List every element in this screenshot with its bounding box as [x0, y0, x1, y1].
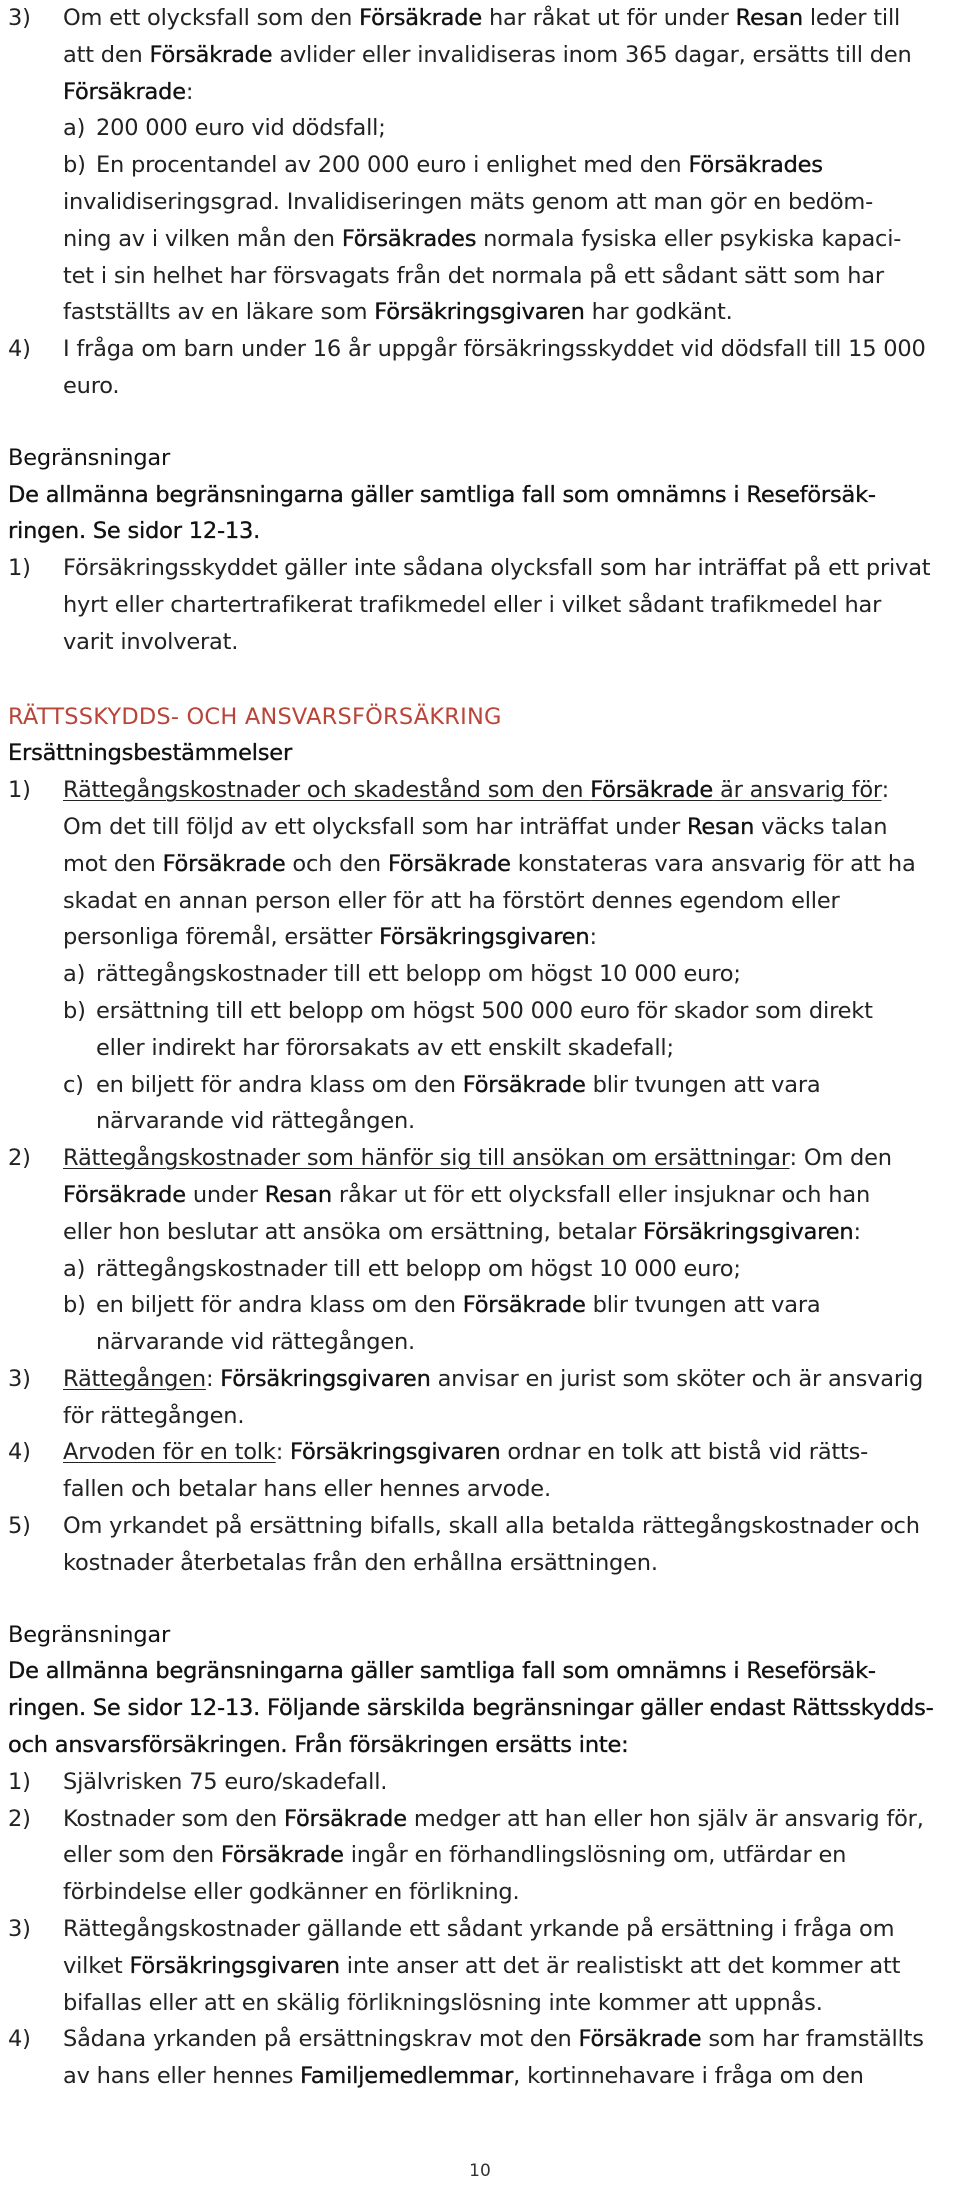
sub-item-b: b) ersättning till ett belopp om högst 500 000 euro för skador som direkt eller indirekt har förorsakats av ett enskilt skadefall; — [63, 997, 873, 1061]
exclusion-item-3: 3) Rättegångskostnader gällande ett sådant yrkande på ersättning i fråga om vilket Försäkringsgivaren inte anser att det är realistiskt att det kommer att bifallas eller att en skälig förlikningslösning inte kommer att uppnås. — [8, 1916, 901, 2016]
legal-item-3: 3) Rättegången: Försäkringsgivaren anvisar en jurist som sköter och är ansvarig för rättegången. — [8, 1365, 924, 1429]
text-line: Försäkrade: — [63, 78, 194, 105]
sub-item-b: b) En procentandel av 200 000 euro i enlighet med den Försäkrades — [63, 152, 823, 179]
sub-item-b: b) en biljett för andra klass om den Försäkrade blir tvungen att vara närvarande vid rättegången. — [63, 1292, 821, 1356]
spacer — [8, 405, 954, 440]
document-page — [8, 0, 954, 2095]
legal-item-2: 2) Rättegångskostnader som hänför sig till ansökan om ersättningar: Om den Försäkrade under Resan råkar ut för ett olycksfall eller insjuknar och han eller hon beslutar att ansöka om ersättning, betalar Försäkringsgivaren: a) rättegångskostnader till ett belopp om högst 10 000 euro; b) en biljett för andra klass om den Försäkrade blir tvungen att vara närvarande vid rättegången. — [8, 1140, 954, 1361]
list-item-4-children: 4) I fråga om barn under 16 år uppgår försäkringsskyddet vid dödsfall till 15 000 euro. — [8, 336, 926, 399]
section-heading: Begränsningar — [8, 444, 171, 471]
section-heading: Begränsningar — [8, 1621, 171, 1648]
section-title: RÄTTSSKYDDS- OCH ANSVARSFÖRSÄKRING — [8, 703, 502, 730]
spacer — [8, 1582, 954, 1617]
section-subtitle: Ersättningsbestämmelser — [8, 740, 292, 767]
legal-item-1: 1) Rättegångskostnader och skadestånd som den Försäkrade är ansvarig för: Om det till följd av ett olycksfall som har inträffat under Resan väcks talan mot den Försäkrade och den Försäkrade konstateras vara ansvarig för att ha skadat en annan person eller för att ha förstört dennes egendom eller personliga föremål, ersätter Försäkringsgivaren: a) rättegångskostnader till ett belopp om högst 10 000 euro; b) ersättning till ett belopp om högst 500 000 euro för skador som direkt eller indirekt har förorsakats av ett enskilt skadefall; c) en biljett för andra klass om den Försäkrade blir tvungen att vara närvarande vid rättegången. — [8, 772, 954, 1140]
legal-item-5: 5) Om yrkandet på ersättning bifalls, skall alla betalda rättegångskostnader och kostnader återbetalas från den erhållna ersättningen. — [8, 1513, 920, 1576]
text-line: Om ett olycksfall som den Försäkrade har råkat ut för under Resan leder till — [63, 5, 901, 31]
exclusion-item-4: 4) Sådana yrkanden på ersättningskrav mot den Försäkrade som har framställts av hans eller hennes Familjemedlemmar, kortinnehavare i fråga om den — [8, 2026, 924, 2090]
list-item-3-accident: 3) Om ett olycksfall som den Försäkrade har råkat ut för under Resan leder till att den Försäkrade avlider eller invalidiseras inom 365 dagar, ersätts till den Försäkrade: a) 200 000 euro vid dödsfall; b) En procentandel av 200 000 euro i enlighet med den Försäkrades invalidiseringsgrad. Invalidiseringen mäts genom att man gör en bedöm- ning av i vilken mån den Försäkrades normala fysiska eller psykiska kapaci- tet i sin helhet har försvagats från det normala på ett sådant sätt som har fastställts av en läkare som Försäkringsgivaren har godkänt. — [8, 0, 954, 331]
list-number: 3) — [8, 5, 31, 31]
page-number: 10 — [469, 2161, 491, 2181]
sub-item-a: a) rättegångskostnader till ett belopp om högst 10 000 euro; — [63, 1255, 741, 1282]
exclusion-item-1: 1) Självrisken 75 euro/skadefall. — [8, 1768, 388, 1795]
limitations-block-1: Begränsningar De allmänna begränsningarna gäller samtliga fall som omnämns i Reseförsäk- ringen. Se sidor 12-13. — [8, 440, 954, 550]
sub-item-c: c) en biljett för andra klass om den Försäkrade blir tvungen att vara närvarande vid rättegången. — [63, 1071, 821, 1135]
exclusion-item-2: 2) Kostnader som den Försäkrade medger att han eller hon själv är ansvarig för, eller som den Försäkrade ingår en förhandlingslösning om, utfärdar en förbindelse eller godkänner en förlikning. — [8, 1805, 924, 1906]
sub-item-a: a) 200 000 euro vid dödsfall; — [63, 115, 386, 142]
limitation-item-1: 1) Försäkringsskyddet gäller inte sådana olycksfall som har inträffat på ett privat hyrt eller chartertrafikerat trafikmedel eller i vilket sådant trafikmedel har varit involverat. — [8, 555, 931, 655]
limitations-block-2: Begränsningar De allmänna begränsningarna gäller samtliga fall som omnämns i Reseförsäk- ringen. Se sidor 12-13. Följande särskilda begränsningar gäller endast Rättsskydds- och ansvarsförsäkringen. Från försäkringen ersätts inte: — [8, 1617, 954, 1764]
spacer — [8, 661, 954, 699]
sub-item-a: a) rättegångskostnader till ett belopp om högst 10 000 euro; — [63, 961, 741, 988]
legal-item-4: 4) Arvoden för en tolk: Försäkringsgivaren ordnar en tolk att bistå vid rätts- fallen och betalar hans eller hennes arvode. — [8, 1439, 869, 1503]
text-line: att den Försäkrade avlider eller invalidiseras inom 365 dagar, ersätts till den — [63, 41, 912, 68]
